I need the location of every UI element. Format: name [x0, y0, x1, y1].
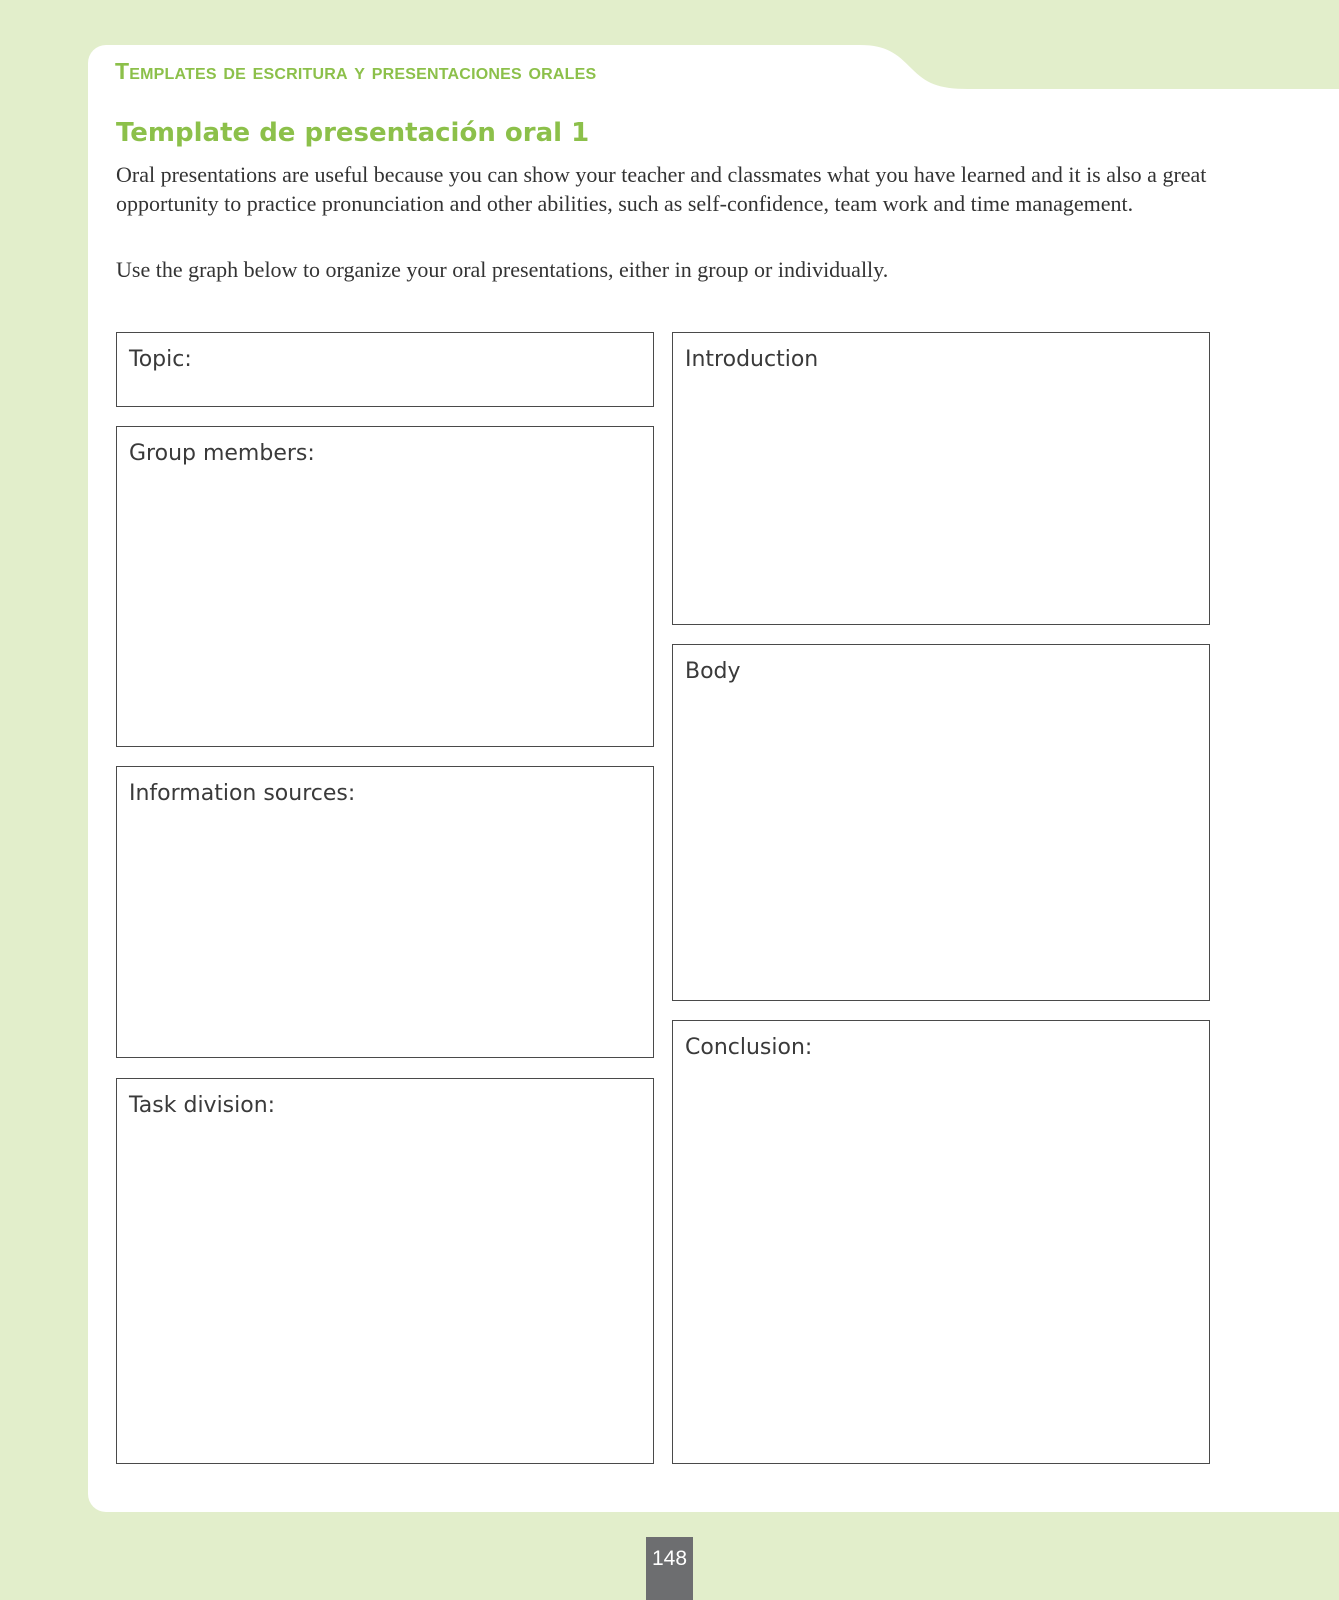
task-division-label: Task division: — [129, 1093, 276, 1118]
information-sources-box[interactable] — [116, 766, 654, 1058]
section-header: Templates de escritura y presentaciones orales — [115, 58, 597, 84]
introduction-label: Introduction — [685, 347, 819, 372]
intro-paragraph: Oral presentations are useful because you can show your teacher and classmates what you have learned and it is also a great opportunity to practice pronunciation and other abilities, such as self-confidence, team work and time management. — [116, 162, 1207, 216]
body-label: Body — [685, 659, 741, 684]
conclusion-label: Conclusion: — [685, 1035, 813, 1060]
group-members-label: Group members: — [129, 441, 315, 466]
introduction-box[interactable] — [672, 332, 1210, 625]
information-sources-label: Information sources: — [129, 781, 356, 806]
instruction-paragraph: Use the graph below to organize your oral presentations, either in group or individually. — [116, 257, 889, 282]
body-box[interactable] — [672, 644, 1210, 1001]
topic-box[interactable] — [116, 332, 654, 407]
header-tab-shape — [860, 45, 1339, 89]
page-number: 148 — [651, 1547, 688, 1570]
topic-label: Topic: — [129, 347, 192, 372]
page-title: Template de presentación oral 1 — [116, 118, 590, 148]
page-number-tab — [646, 1537, 693, 1600]
task-division-box[interactable] — [116, 1078, 654, 1464]
group-members-box[interactable] — [116, 426, 654, 747]
conclusion-box[interactable] — [672, 1020, 1210, 1464]
